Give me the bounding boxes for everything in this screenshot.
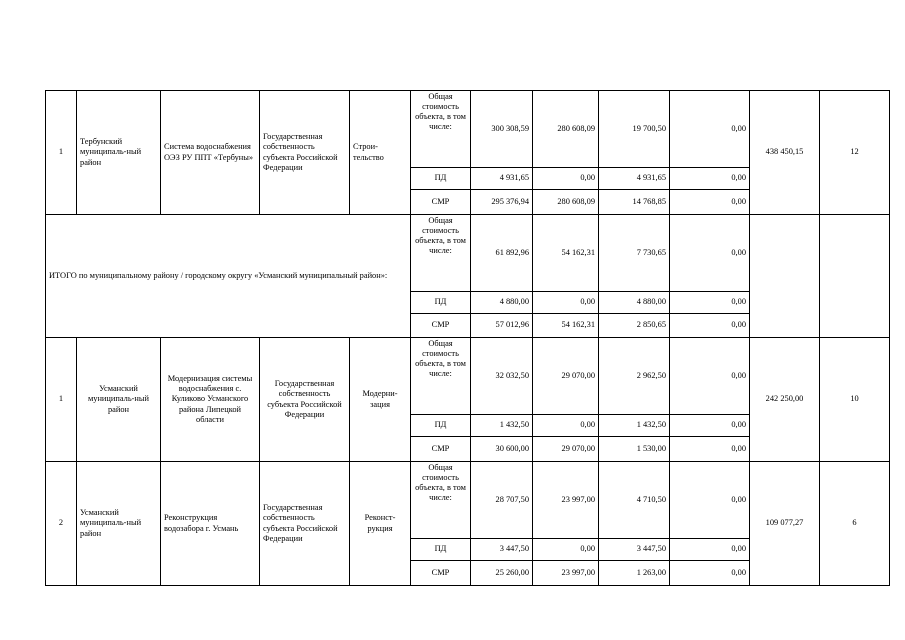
value-cell: 7 730,65 xyxy=(599,215,670,292)
pd-label: ПД xyxy=(411,292,471,314)
district-cell: Усманский муниципаль-ный район xyxy=(77,338,161,462)
smr-label: СМР xyxy=(411,190,471,215)
table-row xyxy=(46,338,890,415)
value-cell: 29 070,00 xyxy=(533,338,599,415)
value-cell: 2 962,50 xyxy=(599,338,670,415)
value-cell: 1 432,50 xyxy=(471,415,533,437)
total-cost-label: Общая стоимость объекта, в том числе: xyxy=(411,462,471,539)
value-cell: 0,00 xyxy=(533,539,599,561)
ownership-cell: Государственная собственность субъекта Российской Федерации xyxy=(260,91,350,215)
total-cost-label: Общая стоимость объекта, в том числе: xyxy=(411,215,471,292)
value-cell: 4 931,65 xyxy=(599,168,670,190)
empty-cell xyxy=(820,215,890,338)
value-cell: 0,00 xyxy=(670,168,750,190)
value-cell: 54 162,31 xyxy=(533,314,599,338)
value-cell: 4 931,65 xyxy=(471,168,533,190)
empty-cell xyxy=(750,215,820,338)
capacity-cell: 242 250,00 xyxy=(750,338,820,462)
value-cell: 1 530,00 xyxy=(599,437,670,462)
value-cell: 0,00 xyxy=(670,292,750,314)
capacity-cell: 109 077,27 xyxy=(750,462,820,586)
value-cell: 4 710,50 xyxy=(599,462,670,539)
value-cell: 1 263,00 xyxy=(599,561,670,586)
value-cell: 23 997,00 xyxy=(533,561,599,586)
term-cell: 12 xyxy=(820,91,890,215)
term-cell: 10 xyxy=(820,338,890,462)
value-cell: 300 308,59 xyxy=(471,91,533,168)
row-number: 1 xyxy=(46,338,77,462)
smr-label: СМР xyxy=(411,561,471,586)
value-cell: 29 070,00 xyxy=(533,437,599,462)
subtotal-label: ИТОГО по муниципальному району / городскому округу «Усманский муниципальный район»: xyxy=(46,215,411,338)
pd-label: ПД xyxy=(411,168,471,190)
value-cell: 3 447,50 xyxy=(471,539,533,561)
table-row xyxy=(46,91,890,168)
value-cell: 0,00 xyxy=(533,292,599,314)
subtotal-row xyxy=(46,215,890,292)
district-cell: Усманский муниципаль-ный район xyxy=(77,462,161,586)
value-cell: 0,00 xyxy=(670,190,750,215)
capacity-cell: 438 450,15 xyxy=(750,91,820,215)
value-cell: 4 880,00 xyxy=(471,292,533,314)
row-number: 2 xyxy=(46,462,77,586)
value-cell: 0,00 xyxy=(670,561,750,586)
object-name-cell: Система водоснабжения ОЭЗ РУ ППТ «Тербуны» xyxy=(161,91,260,215)
value-cell: 28 707,50 xyxy=(471,462,533,539)
total-cost-label: Общая стоимость объекта, в том числе: xyxy=(411,338,471,415)
work-type-cell: Строи-тельство xyxy=(350,91,411,215)
term-cell: 6 xyxy=(820,462,890,586)
value-cell: 25 260,00 xyxy=(471,561,533,586)
value-cell: 0,00 xyxy=(670,314,750,338)
object-name-cell: Реконструкция водозабора г. Усмань xyxy=(161,462,260,586)
value-cell: 0,00 xyxy=(670,415,750,437)
value-cell: 1 432,50 xyxy=(599,415,670,437)
value-cell: 0,00 xyxy=(670,91,750,168)
pd-label: ПД xyxy=(411,415,471,437)
work-type-cell: Модерни-зация xyxy=(350,338,411,462)
investment-projects-table xyxy=(45,90,890,586)
district-cell: Тербунский муниципаль-ный район xyxy=(77,91,161,215)
smr-label: СМР xyxy=(411,314,471,338)
value-cell: 280 608,09 xyxy=(533,91,599,168)
value-cell: 54 162,31 xyxy=(533,215,599,292)
value-cell: 32 032,50 xyxy=(471,338,533,415)
value-cell: 0,00 xyxy=(533,168,599,190)
table-row xyxy=(46,462,890,539)
object-name-cell: Модернизация системы водоснабжения с. Куликово Усманского района Липецкой области xyxy=(161,338,260,462)
value-cell: 280 608,09 xyxy=(533,190,599,215)
value-cell: 61 892,96 xyxy=(471,215,533,292)
value-cell: 0,00 xyxy=(670,338,750,415)
total-cost-label: Общая стоимость объекта, в том числе: xyxy=(411,91,471,168)
value-cell: 4 880,00 xyxy=(599,292,670,314)
ownership-cell: Государственная собственность субъекта Российской Федерации xyxy=(260,338,350,462)
smr-label: СМР xyxy=(411,437,471,462)
value-cell: 0,00 xyxy=(670,462,750,539)
value-cell: 0,00 xyxy=(670,215,750,292)
value-cell: 295 376,94 xyxy=(471,190,533,215)
value-cell: 23 997,00 xyxy=(533,462,599,539)
row-number: 1 xyxy=(46,91,77,215)
value-cell: 0,00 xyxy=(533,415,599,437)
value-cell: 30 600,00 xyxy=(471,437,533,462)
value-cell: 3 447,50 xyxy=(599,539,670,561)
work-type-cell: Реконст-рукция xyxy=(350,462,411,586)
value-cell: 0,00 xyxy=(670,539,750,561)
value-cell: 57 012,96 xyxy=(471,314,533,338)
value-cell: 14 768,85 xyxy=(599,190,670,215)
value-cell: 0,00 xyxy=(670,437,750,462)
pd-label: ПД xyxy=(411,539,471,561)
ownership-cell: Государственная собственность субъекта Российской Федерации xyxy=(260,462,350,586)
value-cell: 19 700,50 xyxy=(599,91,670,168)
value-cell: 2 850,65 xyxy=(599,314,670,338)
